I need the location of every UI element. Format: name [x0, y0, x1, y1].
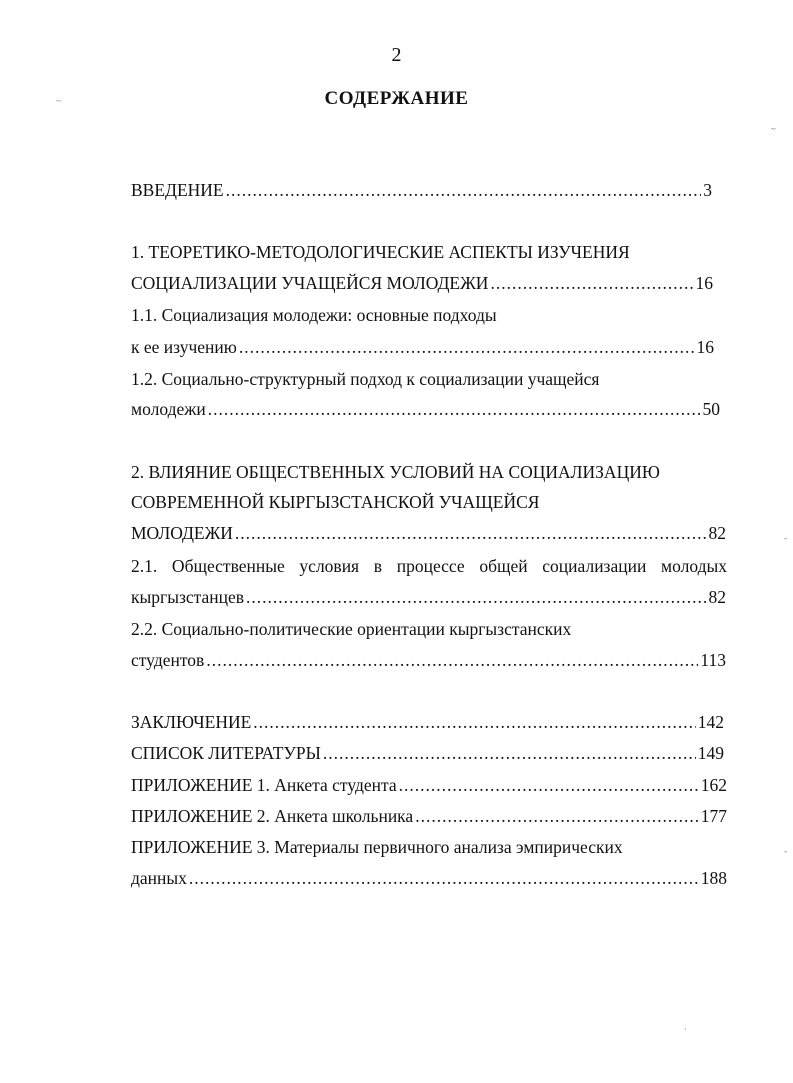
- toc-page-number: 142: [697, 712, 724, 732]
- toc-section-2-2-line1: 2.2. Социально-политические ориентации кыргызстанских: [131, 619, 572, 639]
- toc-entry-appendix-1: [131, 774, 727, 796]
- page-title: СОДЕРЖАНИЕ: [324, 88, 469, 109]
- toc-entry-text: студентов: [131, 650, 205, 670]
- toc-section-2-1: [131, 586, 726, 608]
- leader-dots: [246, 586, 706, 608]
- toc-entry-text: ВВЕДЕНИЕ: [131, 180, 224, 200]
- leader-dots: [206, 649, 698, 671]
- page-number: 2: [391, 44, 402, 66]
- toc-section-1-2-line1: 1.2. Социально-структурный подход к социализации учащейся: [131, 369, 600, 389]
- toc-entry-text: ПРИЛОЖЕНИЕ 1. Анкета студента: [131, 775, 397, 795]
- toc-page-number: 188: [700, 868, 727, 888]
- leader-dots: [189, 867, 699, 889]
- toc-entry-text: молодежи: [131, 399, 206, 419]
- toc-entry-text: СПИСОК ЛИТЕРАТУРЫ: [131, 743, 321, 763]
- toc-entry-text: кыргызстанцев: [131, 587, 245, 607]
- leader-dots: [239, 336, 695, 358]
- toc-page-number: 16: [695, 273, 713, 293]
- leader-dots: [415, 805, 699, 827]
- toc-page-number: 149: [697, 743, 724, 763]
- scan-speck: -: [784, 533, 787, 543]
- toc-entry-conclusion: [131, 711, 724, 733]
- scan-speck: -: [784, 846, 787, 856]
- scan-speck: ~: [56, 96, 61, 106]
- leader-dots: [226, 179, 702, 201]
- toc-page-number: 82: [708, 523, 726, 543]
- leader-dots: [235, 522, 707, 544]
- toc-page-number: 162: [700, 775, 727, 795]
- toc-chapter-2: [131, 522, 726, 544]
- toc-section-1-1-line1: 1.1. Социализация молодежи: основные подходы: [131, 305, 497, 325]
- toc-section-1-2: [131, 398, 720, 420]
- toc-chapter-1: [131, 272, 713, 294]
- leader-dots: [253, 711, 695, 733]
- toc-chapter-2-line1: 2. ВЛИЯНИЕ ОБЩЕСТВЕННЫХ УСЛОВИЙ НА СОЦИАЛИЗАЦИЮ: [131, 462, 660, 482]
- leader-dots: [208, 398, 701, 420]
- scan-speck: ~: [771, 124, 776, 134]
- toc-entry-appendix-2: [131, 805, 727, 827]
- toc-entry-text: ПРИЛОЖЕНИЕ 2. Анкета школьника: [131, 806, 414, 826]
- leader-dots: [399, 774, 699, 796]
- scan-speck: ·: [684, 1024, 687, 1034]
- toc-entry-intro: [131, 179, 712, 201]
- toc-chapter-2-line2: СОВРЕМЕННОЙ КЫРГЫЗСТАНСКОЙ УЧАЩЕЙСЯ: [131, 492, 540, 512]
- toc-section-2-1-line1: 2.1. Общественные условия в процессе общей социализации молодых: [131, 556, 727, 576]
- leader-dots: [323, 742, 696, 764]
- toc-entry-text: ЗАКЛЮЧЕНИЕ: [131, 712, 252, 732]
- toc-page-number: 113: [700, 650, 726, 670]
- toc-chapter-1-line1: 1. ТЕОРЕТИКО-МЕТОДОЛОГИЧЕСКИЕ АСПЕКТЫ ИЗУЧЕНИЯ: [131, 242, 630, 262]
- toc-section-1-1: [131, 336, 714, 358]
- toc-entry-text: к ее изучению: [131, 337, 237, 357]
- toc-page-number: 50: [702, 399, 720, 419]
- toc-entry-text: СОЦИАЛИЗАЦИИ УЧАЩЕЙСЯ МОЛОДЕЖИ: [131, 273, 489, 293]
- toc-page-number: 177: [700, 806, 727, 826]
- toc-entry-appendix-3: [131, 867, 727, 889]
- toc-appendix-3-line1: ПРИЛОЖЕНИЕ 3. Материалы первичного анализа эмпирических: [131, 837, 623, 857]
- toc-entry-references: [131, 742, 724, 764]
- leader-dots: [490, 272, 693, 294]
- toc-section-2-2: [131, 649, 726, 671]
- toc-entry-text: данных: [131, 868, 187, 888]
- toc-page-number: 3: [703, 180, 712, 200]
- toc-entry-text: МОЛОДЕЖИ: [131, 523, 233, 543]
- toc-page-number: 82: [708, 587, 726, 607]
- toc-page-number: 16: [696, 337, 714, 357]
